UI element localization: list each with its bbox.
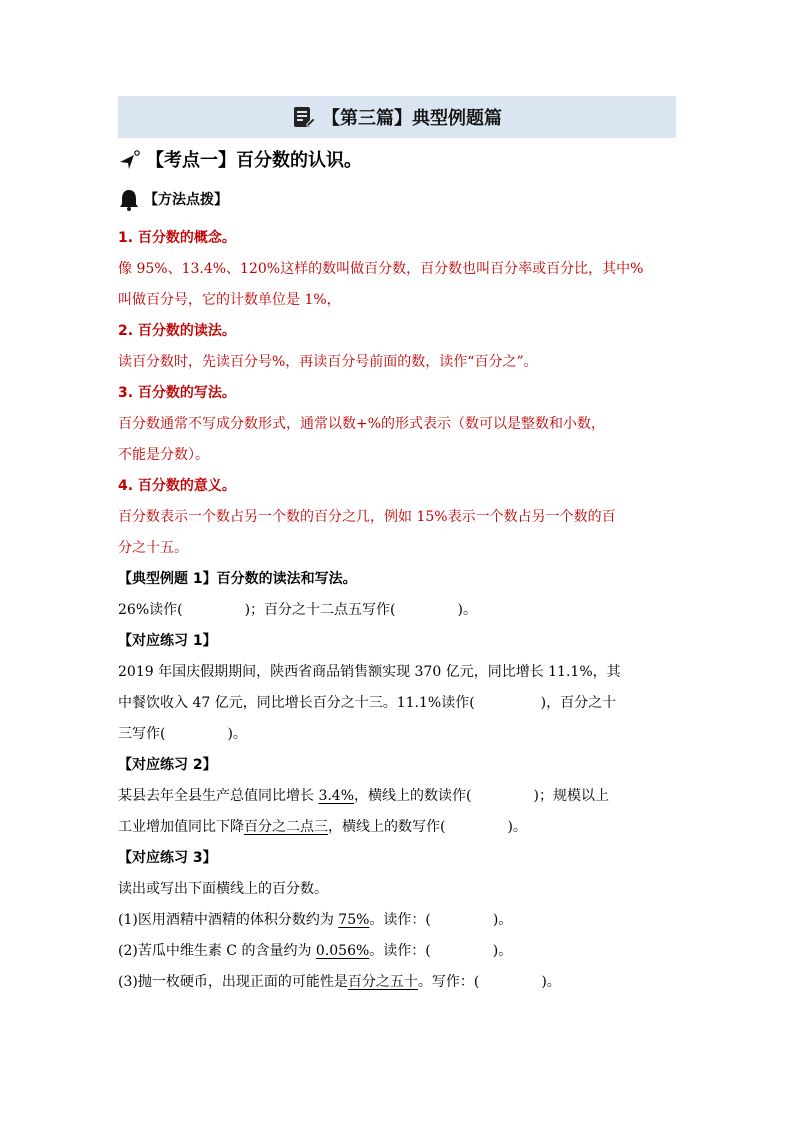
navigation-arrow-icon (118, 150, 142, 172)
writing-heading: 3. 百分数的写法。 (118, 385, 236, 401)
practice3-q3-c: )。 (541, 974, 561, 990)
example1-q-c: )。 (457, 602, 477, 618)
notepad-pen-icon (292, 105, 316, 129)
practice3-q1-a: (1)医用酒精中酒精的体积分数约为 (118, 912, 339, 928)
reading-line-1: 读百分数时，先读百分号%，再读百分号前面的数，读作“百分之”。 (118, 354, 538, 370)
point-heading (118, 148, 362, 174)
example1-question (118, 600, 678, 620)
practice2-line-2 (118, 817, 678, 837)
practice2-line-1-a: 某县去年全县生产总值同比增长 (118, 788, 319, 804)
underlined-number: 百分之五十 (347, 974, 418, 990)
concept-line-1: 像 95%、13.4%、120%这样的数叫做百分数，百分数也叫百分率或百分比，其中% (118, 261, 644, 277)
writing-line-1: 百分数通常不写成分数形式，通常以数+%的形式表示（数可以是整数和小数， (118, 416, 606, 432)
practice1-heading: 【对应练习 1】 (118, 633, 217, 649)
example1-q-b: )；百分之十二点五写作( (244, 602, 396, 618)
practice3-q1-c: )。 (492, 912, 513, 928)
concept-heading: 1. 百分数的概念。 (118, 230, 236, 246)
reading-heading: 2. 百分数的读法。 (118, 323, 236, 339)
practice2-line-2-c: )。 (507, 819, 527, 835)
practice1-line-2-b: )，百分之十 (540, 695, 617, 711)
practice3-heading: 【对应练习 3】 (118, 850, 217, 866)
bell-icon (118, 188, 140, 212)
practice1-line-2 (118, 693, 678, 713)
underlined-number: 3.4% (318, 788, 355, 804)
practice3-q2 (118, 941, 678, 961)
practice2-line-1-c: )；规模以上 (533, 788, 609, 804)
practice3-intro: 读出或写出下面横线上的百分数。 (118, 881, 328, 897)
writing-line-2: 不能是分数）。 (118, 447, 209, 463)
practice3-q1-b: 。读作：( (369, 912, 431, 928)
practice2-line-1-b: ，横线上的数读作( (354, 788, 472, 804)
section-banner (118, 96, 676, 138)
practice3-q3-b: 。写作：( (417, 974, 480, 990)
practice3-q3-a: (3)抛一枚硬币，出现正面的可能性是 (118, 974, 348, 990)
concept-line-2: 叫做百分号，它的计数单位是 1%， (118, 292, 341, 308)
meaning-line-1: 百分数表示一个数占另一个数的百分之几，例如 15%表示一个数占另一个数的百 (118, 509, 616, 525)
point-title: 【考点一】百分数的认识。 (146, 150, 362, 171)
practice3-q2-a: (2)苦瓜中维生素 C 的含量约为 (118, 943, 316, 959)
practice1-line-3-b: )。 (227, 726, 247, 742)
example1-heading: 【典型例题 1】百分数的读法和写法。 (118, 571, 357, 587)
banner-title: 【第三篇】典型例题篇 (322, 108, 502, 129)
practice2-line-2-b: ，横线上的数写作( (328, 819, 446, 835)
practice1-line-3 (118, 724, 678, 744)
practice1-line-2-a: 中餐饮收入 47 亿元，同比增长百分之十三。11.1%读作( (118, 695, 475, 711)
underlined-number: 0.056% (315, 943, 370, 959)
practice1-line-1: 2019 年国庆假期期间，陕西省商品销售额实现 370 亿元，同比增长 11.1%，其 (118, 664, 621, 680)
practice3-q2-b: 。读作：( (369, 943, 431, 959)
meaning-line-2: 分之十五。 (118, 540, 188, 556)
practice3-q1 (118, 910, 678, 930)
underlined-number: 百分之二点三 (244, 819, 328, 835)
example1-q-a: 26%读作( (118, 602, 183, 618)
underlined-number: 75% (338, 912, 370, 928)
method-heading (118, 188, 228, 212)
practice2-heading: 【对应练习 2】 (118, 757, 217, 773)
practice3-q2-c: )。 (492, 943, 513, 959)
practice2-line-1 (118, 786, 678, 806)
practice1-line-3-a: 三写作( (118, 726, 166, 742)
meaning-heading: 4. 百分数的意义。 (118, 478, 236, 494)
practice3-q3 (118, 972, 678, 992)
method-title: 【方法点拨】 (144, 192, 228, 208)
practice2-line-2-a: 工业增加值同比下降 (118, 819, 244, 835)
